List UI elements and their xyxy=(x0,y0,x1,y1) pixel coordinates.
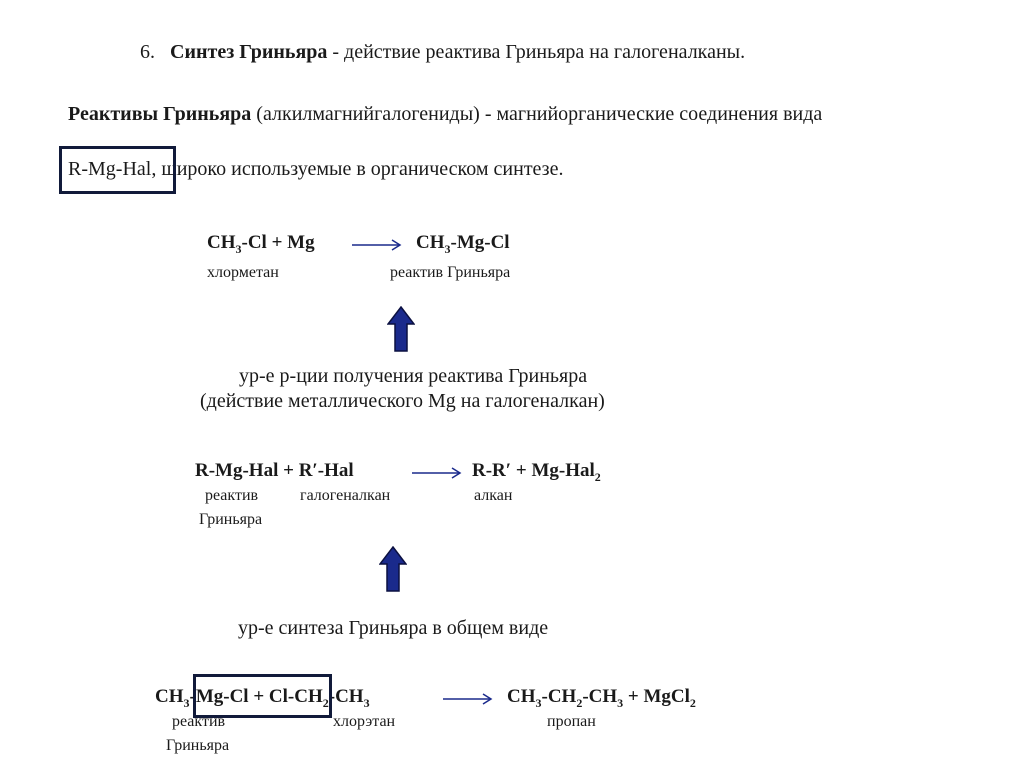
formula-highlight-box xyxy=(59,146,176,194)
reaction3-rhs: $CH_3-CH_2-CH_3$ + MgCl$_2$ xyxy=(507,686,696,710)
reaction2-label-reagent-2: Гриньяра xyxy=(199,511,263,528)
reaction1-arrow xyxy=(352,238,404,252)
reaction3-label-reagent-2: Гриньяра xyxy=(166,737,230,754)
section-number: 6. xyxy=(140,41,155,63)
reagent-highlight-box xyxy=(193,674,332,718)
section-subtitle: - действие реактива Гриньяра на галогеналканы. xyxy=(327,41,746,63)
definition-text: (алкилмагнийгалогениды) - магнийорганические соединения вида xyxy=(251,103,823,125)
reaction3-label-chloroethane: хлорэтан xyxy=(333,713,396,730)
reaction1-label-right: реактив Гриньяра xyxy=(390,264,511,281)
reaction3-lhs: $CH_3-Mg-Cl + Cl-CH_2-CH_3$ xyxy=(155,686,370,710)
reaction3-label-reagent-1: реактив xyxy=(172,713,226,730)
reaction1-label-left: хлорметан xyxy=(207,264,279,281)
definition-text-2: , широко используемые в органическом синтезе. xyxy=(151,158,564,180)
definition-formula: R-Mg-Hal xyxy=(68,158,152,180)
reaction3-label-propane: пропан xyxy=(547,713,596,730)
section-title: Синтез Гриньяра xyxy=(170,41,328,63)
reaction2-label-reagent-1: реактив xyxy=(205,487,259,504)
reaction2-lhs: R-Mg-Hal + R′-Hal xyxy=(195,460,354,481)
reaction3-arrow xyxy=(443,692,495,706)
caption1-line1: ур-е р-ции получения реактива Гриньяра xyxy=(239,365,588,387)
up-arrow-icon xyxy=(387,306,415,352)
reaction2-label-alkane: алкан xyxy=(474,487,513,504)
definition-term: Реактивы Гриньяра xyxy=(68,103,252,125)
reaction1-rhs: $CH_3-Mg-Cl$ xyxy=(416,232,510,256)
definition-line-1 xyxy=(68,103,822,126)
up-arrow-icon xyxy=(379,546,407,592)
section-heading xyxy=(140,41,745,64)
reaction2-arrow xyxy=(412,466,464,480)
reaction1-lhs: $CH_3-Cl + Mg$ xyxy=(207,232,315,256)
caption2: ур-е синтеза Гриньяра в общем виде xyxy=(238,617,549,639)
caption1-line2: (действие металлического Mg на галогеналкан) xyxy=(200,390,605,412)
reaction2-rhs: R-R′ + Mg-Hal$_2$ xyxy=(472,460,601,484)
reaction2-label-haloalkane: галогеналкан xyxy=(300,487,391,504)
